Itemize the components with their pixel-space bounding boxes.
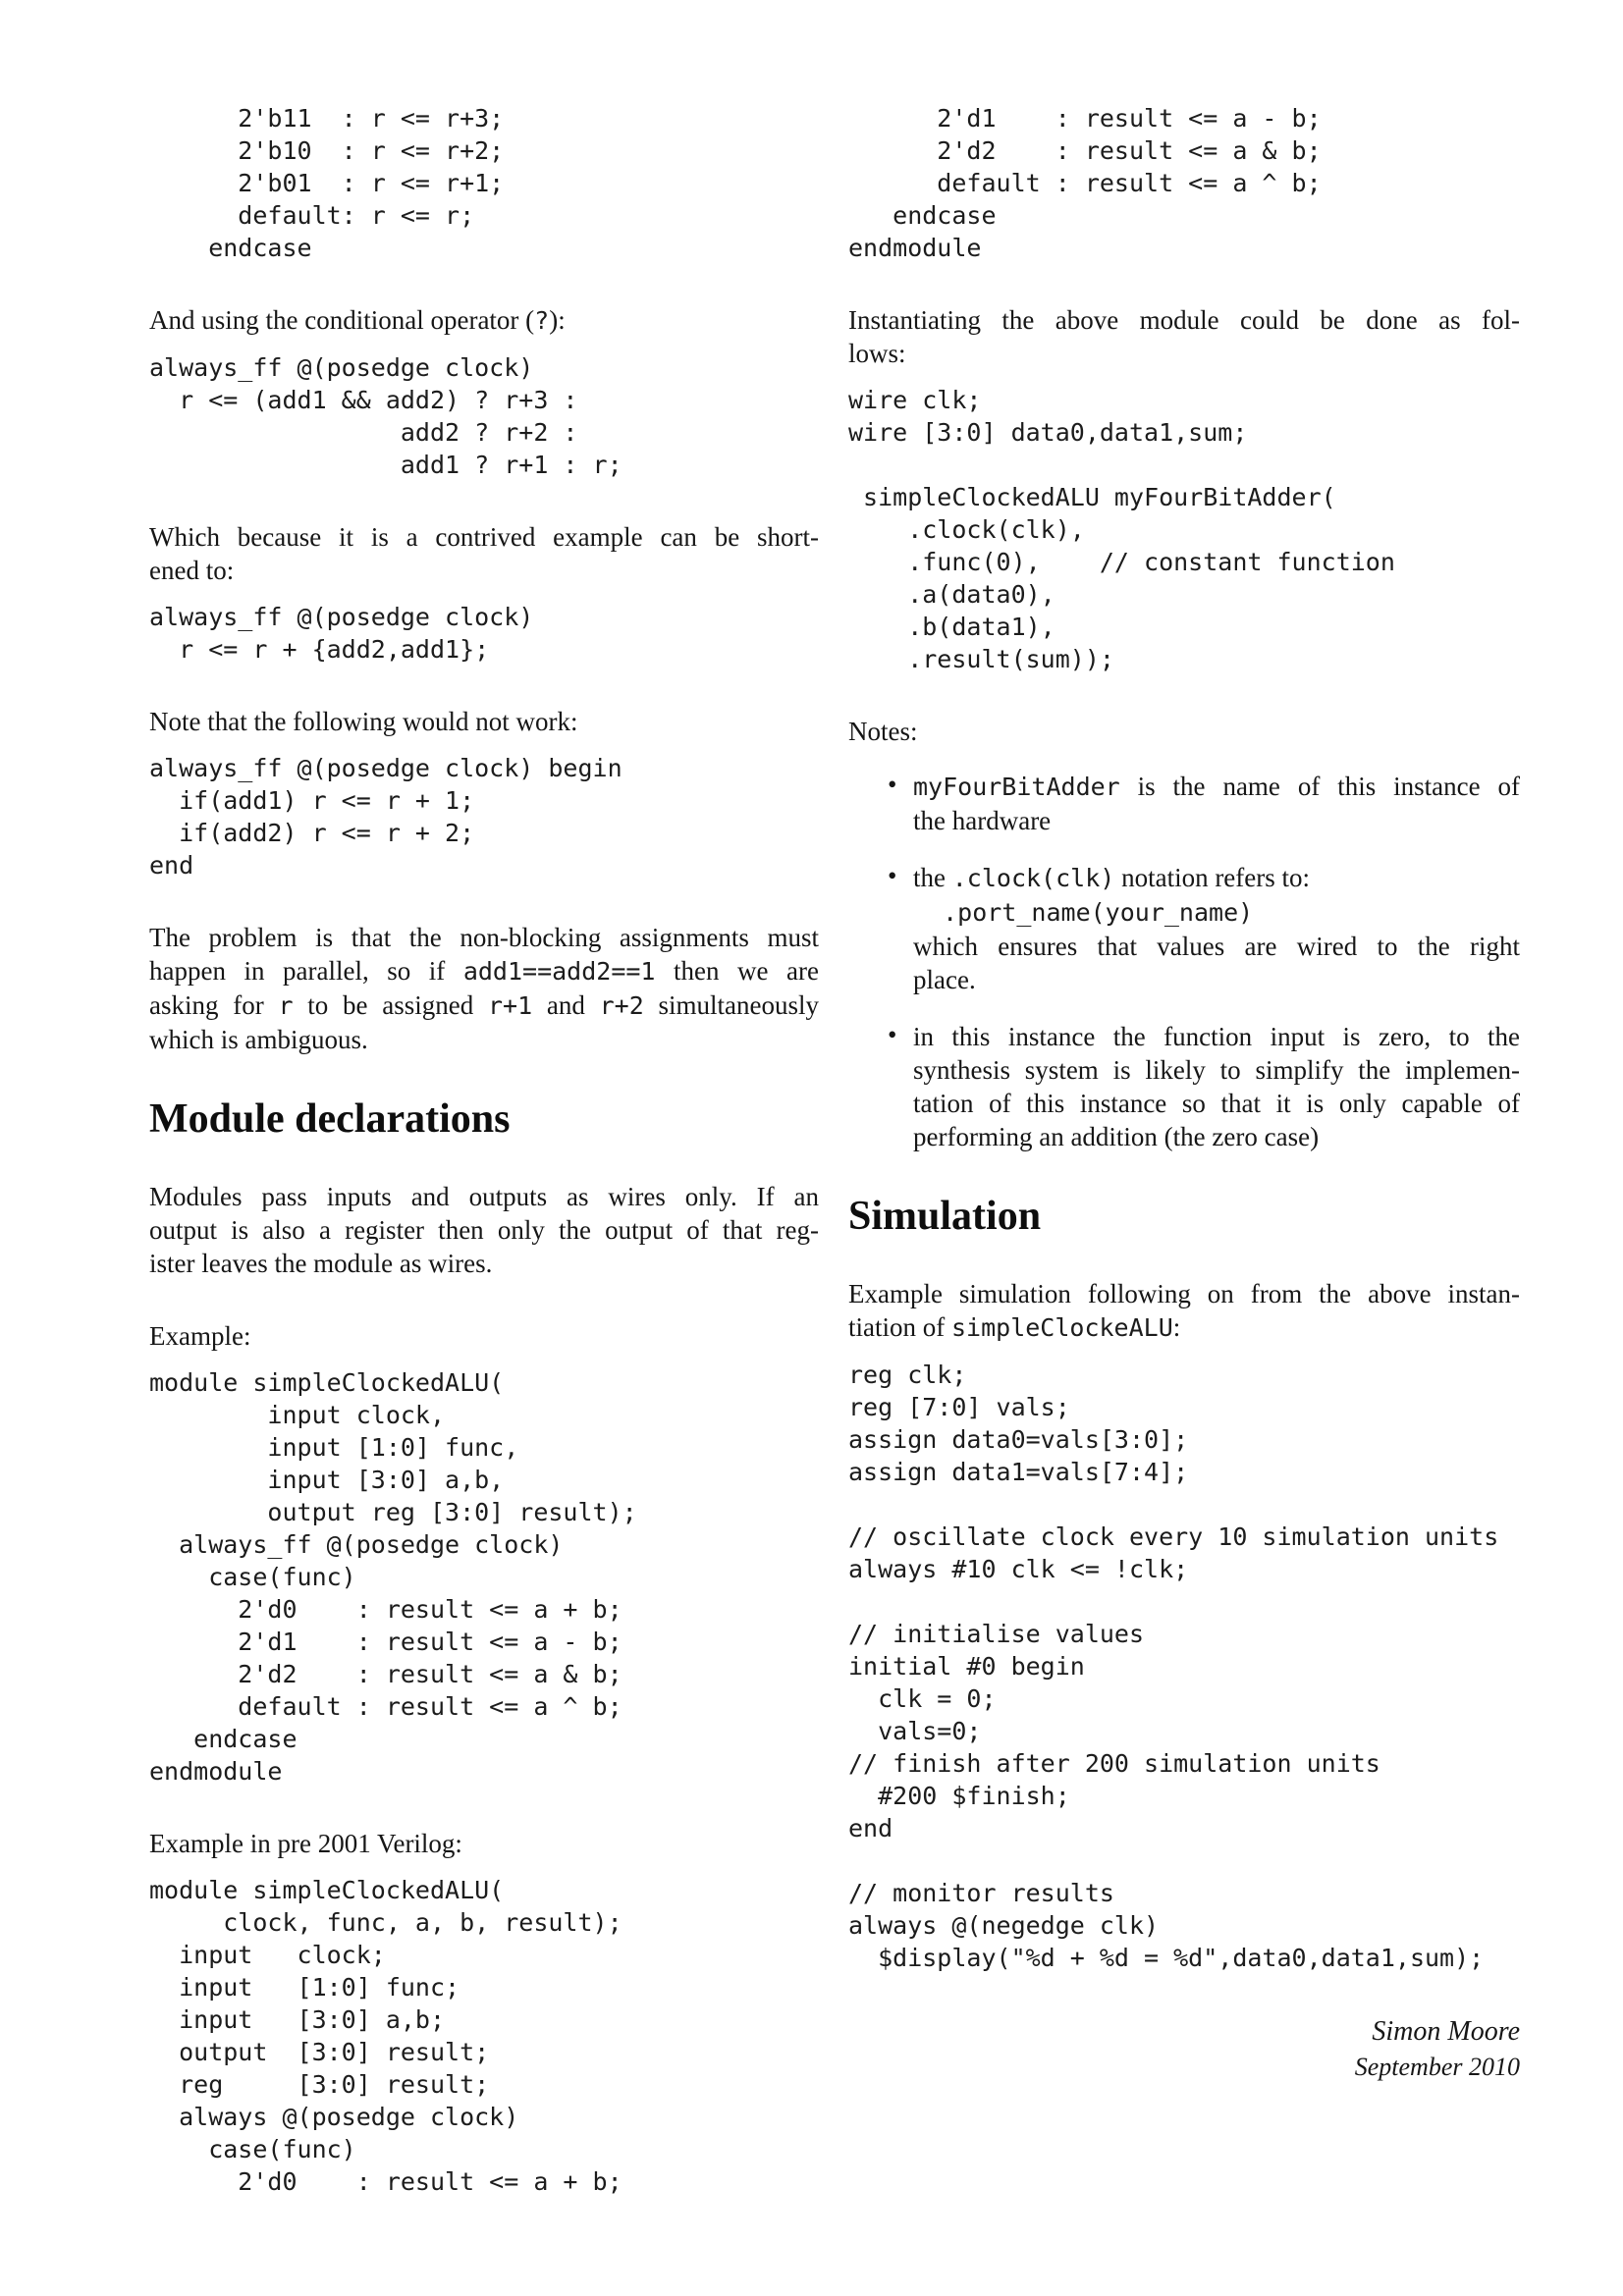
bullet-icon: • <box>888 861 897 890</box>
note-item-text <box>913 1020 1520 1153</box>
text-line: .port_name(your_name) <box>913 898 1254 927</box>
text-line: 2'd1 : result <= a - b; <box>848 104 1322 133</box>
text-line: Modules pass inputs and outputs as wires only. If an <box>149 1182 819 1211</box>
text-line: 2'd2 : result <= a & b; <box>848 136 1322 165</box>
text-line: the .clock(clk) notation refers to: <box>913 863 1311 892</box>
code-block-simulation <box>848 1359 1520 1974</box>
text-line: endmodule <box>848 234 982 262</box>
text-line: end <box>848 1814 893 1842</box>
text-line: output is also a register then only the output of that reg- <box>149 1215 819 1245</box>
text-line: 2'd0 : result <= a + b; <box>149 2167 622 2196</box>
text-line: if(add2) r <= r + 2; <box>149 819 475 847</box>
text-line <box>848 1844 1520 1877</box>
paragraph-would-not-work <box>149 705 819 738</box>
text-line: endcase <box>848 201 997 230</box>
bullet-icon: • <box>888 770 897 799</box>
text-line: default : result <= a ^ b; <box>848 169 1322 197</box>
text-line: Example in pre 2001 Verilog: <box>149 1829 462 1858</box>
text-line: input clock; <box>149 1941 386 1969</box>
text-line: #200 $finish; <box>848 1782 1070 1810</box>
text-line: always_ff @(posedge clock) begin <box>149 754 622 782</box>
text-line: happen in parallel, so if add1==add2==1 then we are <box>149 956 819 986</box>
text-line: performing an addition (the zero case) <box>913 1122 1320 1151</box>
author-signature <box>848 2013 1520 2084</box>
text-line: Which because it is a contrived example can be short- <box>149 522 819 552</box>
text-line: add1 ? r+1 : r; <box>149 451 622 479</box>
text-line: clock, func, a, b, result); <box>149 1908 622 1937</box>
text-line: module simpleClockedALU( <box>149 1876 505 1904</box>
code-block-conditional-operator <box>149 351 819 481</box>
text-line <box>848 1585 1520 1618</box>
text-line: 2'd1 : result <= a - b; <box>149 1628 622 1656</box>
signature-date: September 2010 <box>1354 2053 1520 2081</box>
text-line: And using the conditional operator (?): <box>149 305 566 335</box>
text-line: add2 ? r+2 : <box>149 418 578 447</box>
paragraph-shortened <box>149 520 819 587</box>
text-line: r <= (add1 && add2) ? r+3 : <box>149 386 578 414</box>
text-line: input [3:0] a,b, <box>149 1466 505 1494</box>
text-line: lows: <box>848 339 906 368</box>
text-line: asking for r to be assigned r+1 and r+2 simultaneously <box>149 990 819 1020</box>
text-line: r <= r + {add2,add1}; <box>149 635 490 664</box>
text-line: .result(sum)); <box>848 645 1114 673</box>
text-line: in this instance the function input is zero, to the <box>913 1022 1520 1051</box>
text-line: endmodule <box>149 1757 283 1786</box>
text-line: .clock(clk), <box>848 515 1085 544</box>
text-line: module simpleClockedALU( <box>149 1368 505 1397</box>
text-line: .func(0), // constant function <box>848 548 1395 576</box>
text-line: Notes: <box>848 717 918 746</box>
text-line: always @(negedge clk) <box>848 1911 1160 1940</box>
text-line: clk = 0; <box>848 1684 997 1713</box>
text-line: input [3:0] a,b; <box>149 2005 446 2034</box>
text-line: default : result <= a ^ b; <box>149 1692 622 1721</box>
left-column <box>149 102 819 2237</box>
text-line: synthesis system is likely to simplify the implemen- <box>913 1055 1520 1085</box>
code-block-shortened <box>149 601 819 666</box>
paragraph-pre2001-label <box>149 1827 819 1860</box>
text-line: default: r <= r; <box>149 201 475 230</box>
text-line: input clock, <box>149 1401 446 1429</box>
text-line: the hardware <box>913 806 1052 835</box>
text-line: .a(data0), <box>848 580 1055 609</box>
text-line: Example simulation following on from the above instan- <box>848 1279 1520 1308</box>
section-heading-module-declarations: Module declarations <box>149 1096 511 1142</box>
text-line: .b(data1), <box>848 613 1055 641</box>
text-line: // initialise values <box>848 1620 1145 1648</box>
text-line: wire clk; <box>848 386 982 414</box>
text-line: assign data0=vals[3:0]; <box>848 1425 1189 1454</box>
text-line: myFourBitAdder is the name of this instance of <box>913 772 1520 801</box>
text-line: always_ff @(posedge clock) <box>149 1530 564 1559</box>
text-line: input [1:0] func, <box>149 1433 519 1462</box>
text-line: The problem is that the non-blocking assignments must <box>149 923 819 952</box>
text-line: ened to: <box>149 556 235 585</box>
text-line: reg [7:0] vals; <box>848 1393 1070 1421</box>
note-item-zero-function <box>848 1020 1520 1153</box>
text-line: output reg [3:0] result); <box>149 1498 637 1526</box>
text-line: always #10 clk <= !clk; <box>848 1555 1189 1583</box>
text-line: 2'd2 : result <= a & b; <box>149 1660 622 1688</box>
paragraph-example-label <box>149 1319 819 1353</box>
text-line: Note that the following would not work: <box>149 707 578 736</box>
code-block-alu-continuation <box>848 102 1520 264</box>
text-line <box>848 449 1520 481</box>
text-line: wire [3:0] data0,data1,sum; <box>848 418 1248 447</box>
text-line: reg clk; <box>848 1361 967 1389</box>
text-line: vals=0; <box>848 1717 982 1745</box>
text-line: initial #0 begin <box>848 1652 1085 1681</box>
text-line: assign data1=vals[7:4]; <box>848 1458 1189 1486</box>
text-line: case(func) <box>149 1563 356 1591</box>
text-line: if(add1) r <= r + 1; <box>149 786 475 815</box>
note-item-text <box>913 861 1520 996</box>
paragraph-nonblocking-problem <box>149 921 819 1056</box>
note-item-port-notation <box>848 861 1520 996</box>
text-line: output [3:0] result; <box>149 2038 490 2066</box>
text-line: endcase <box>149 234 312 262</box>
text-line: tation of this instance so that it is only capable of <box>913 1089 1520 1118</box>
bullet-icon: • <box>888 1020 897 1049</box>
text-line: simpleClockedALU myFourBitAdder( <box>848 483 1336 511</box>
notes-list <box>848 770 1520 1153</box>
text-line: always_ff @(posedge clock) <box>149 353 534 382</box>
code-block-pre2001-verilog <box>149 1874 819 2198</box>
text-line: 2'b11 : r <= r+3; <box>149 104 505 133</box>
text-line: // oscillate clock every 10 simulation units <box>848 1522 1499 1551</box>
code-block-case-continuation <box>149 102 819 264</box>
text-line <box>848 1488 1520 1521</box>
note-item-text <box>913 770 1520 837</box>
text-line: reg [3:0] result; <box>149 2070 490 2099</box>
text-line: $display("%d + %d = %d",data0,data1,sum); <box>848 1944 1485 1972</box>
text-line: end <box>149 851 194 880</box>
text-line: which is ambiguous. <box>149 1025 368 1054</box>
text-line: always @(posedge clock) <box>149 2103 519 2131</box>
text-line: endcase <box>149 1725 298 1753</box>
paragraph-modules-wires <box>149 1180 819 1280</box>
text-line: tiation of simpleClockeALU: <box>848 1312 1181 1342</box>
text-line: Example: <box>149 1321 251 1351</box>
text-line: input [1:0] func; <box>149 1973 460 2002</box>
paragraph-simulation-intro <box>848 1277 1520 1345</box>
text-line: which ensures that values are wired to the right <box>913 932 1520 961</box>
text-line: case(func) <box>149 2135 356 2163</box>
text-line: // monitor results <box>848 1879 1114 1907</box>
text-line: 2'b01 : r <= r+1; <box>149 169 505 197</box>
code-block-would-not-work <box>149 752 819 881</box>
text-line: always_ff @(posedge clock) <box>149 603 534 631</box>
text-line: place. <box>913 965 976 994</box>
text-line: 2'd0 : result <= a + b; <box>149 1595 622 1624</box>
section-heading-simulation: Simulation <box>848 1194 1042 1239</box>
text-line: // finish after 200 simulation units <box>848 1749 1380 1778</box>
author-name: Simon Moore <box>1372 2016 1520 2047</box>
code-block-simple-clocked-alu <box>149 1366 819 1788</box>
text-line: Instantiating the above module could be done as fol- <box>848 305 1520 335</box>
right-column <box>848 102 1520 2084</box>
note-item-instance-name <box>848 770 1520 837</box>
text-line: ister leaves the module as wires. <box>149 1249 493 1278</box>
paragraph-notes-label <box>848 715 1520 748</box>
paragraph-conditional-operator <box>149 303 819 338</box>
code-block-instantiation <box>848 384 1520 675</box>
paragraph-instantiating <box>848 303 1520 370</box>
text-line: 2'b10 : r <= r+2; <box>149 136 505 165</box>
